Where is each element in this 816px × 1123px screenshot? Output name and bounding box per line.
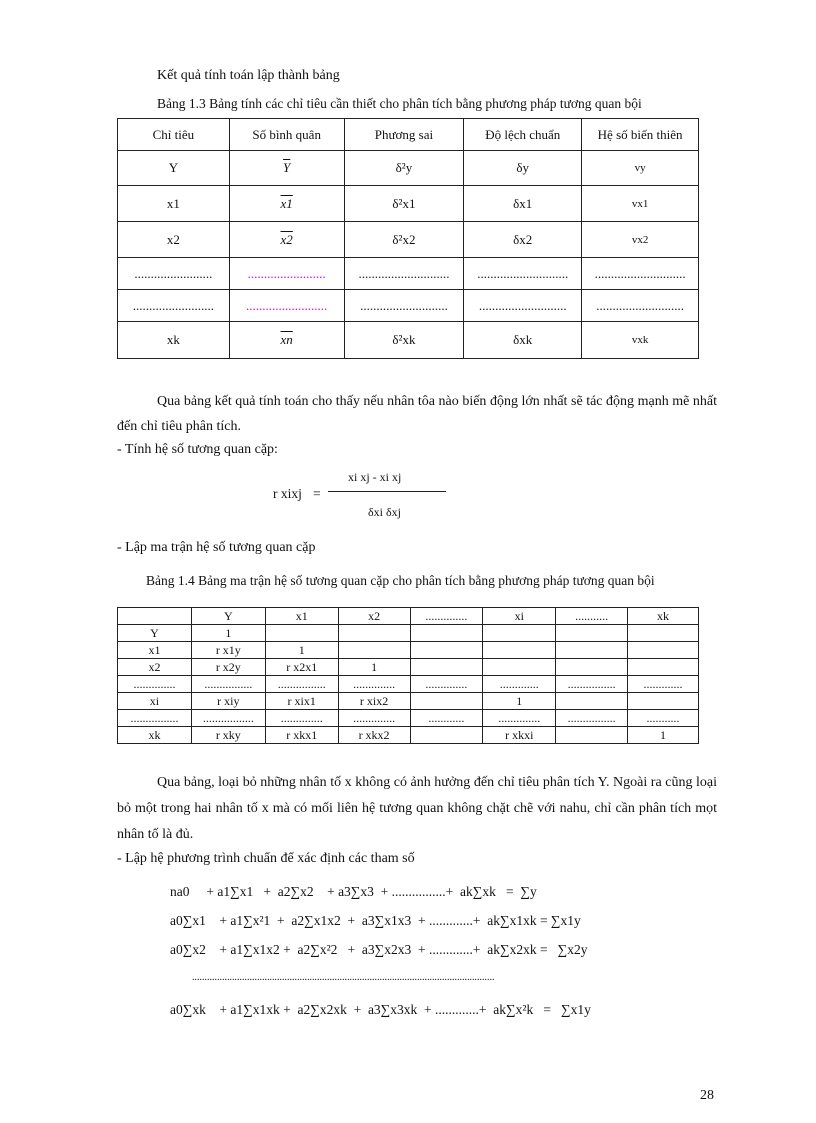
table-cell: ........................ <box>118 258 230 290</box>
table-cell: ........................... <box>464 290 582 322</box>
table-cell: .............. <box>118 676 192 693</box>
correlation-matrix-table <box>117 607 699 744</box>
table-cell: ................ <box>556 676 628 693</box>
indicator-table <box>117 118 699 359</box>
formula-numerator: xi xj - xi xj <box>348 470 402 484</box>
table-cell: xk <box>118 727 192 744</box>
table2-header-cell: x1 <box>265 608 338 625</box>
equation-line: a0∑x1 + a1∑x²1 + a2∑x1x2 + a3∑x1x3 + .............+ ak∑x1xk = ∑x1y <box>170 913 581 928</box>
table2-header-row <box>118 608 699 625</box>
table-row <box>118 693 699 710</box>
table-cell: ................ <box>265 676 338 693</box>
bullet-matrix: - Lập ma trận hệ số tương quan cặp <box>117 540 316 555</box>
table1-header-cell: Chỉ tiêu <box>118 119 230 151</box>
table-cell: δx2 <box>464 222 582 258</box>
table-cell <box>410 727 483 744</box>
paragraph-1: Qua bảng kết quả tính toán cho thấy nếu nhân tôa nào biến động lớn nhất sẽ tác động mạnh mẽ nhất đến chỉ tiêu phân tích. <box>117 394 717 434</box>
table-cell: r xix1 <box>265 693 338 710</box>
table-cell: ............................ <box>344 258 464 290</box>
table-cell: xk <box>118 322 230 359</box>
table-cell: r xkxi <box>483 727 556 744</box>
table2-caption: Bảng 1.4 Bảng ma trận hệ số tương quan cặp cho phân tích bằng phương pháp tương quan bội <box>146 573 655 588</box>
table-cell: 1 <box>265 642 338 659</box>
table-cell <box>628 659 699 676</box>
table-cell: r x2y <box>191 659 265 676</box>
table-cell: δ²y <box>344 151 464 186</box>
table-cell: vx2 <box>582 222 699 258</box>
table-cell: x1 <box>118 186 230 222</box>
table-cell: ......................... <box>229 290 344 322</box>
table-row <box>118 322 699 359</box>
equation-line: a0∑xk + a1∑x1xk + a2∑x2xk + a3∑x3xk + .............+ ak∑x²k = ∑x1y <box>170 1002 591 1017</box>
page-number: 28 <box>700 1088 714 1103</box>
correlation-formula <box>273 465 473 525</box>
table-cell: vy <box>582 151 699 186</box>
table1-header-cell: Độ lệch chuẩn <box>464 119 582 151</box>
table2-header-cell <box>118 608 192 625</box>
table-cell: .............. <box>483 710 556 727</box>
table-cell: ................ <box>191 676 265 693</box>
table2-header-cell: ........... <box>556 608 628 625</box>
equation-line: na0 + a1∑x1 + a2∑x2 + a3∑x3 + ................+ ak∑xk = ∑y <box>170 884 537 899</box>
table-cell <box>483 659 556 676</box>
formula-denominator: δxi δxj <box>368 505 401 519</box>
table-cell <box>338 625 410 642</box>
table-cell: r xix2 <box>338 693 410 710</box>
table1-header-cell: Phương sai <box>344 119 464 151</box>
formula-equals: = <box>313 486 321 501</box>
table-cell: r xiy <box>191 693 265 710</box>
table-cell: .............. <box>410 676 483 693</box>
table-cell <box>556 727 628 744</box>
table-cell <box>556 642 628 659</box>
table-row <box>118 642 699 659</box>
table-cell: x2 <box>229 222 344 258</box>
table-cell: x2 <box>118 222 230 258</box>
table-row <box>118 151 699 186</box>
table-cell: ............. <box>628 676 699 693</box>
table-row <box>118 186 699 222</box>
table-cell: δ²x1 <box>344 186 464 222</box>
table-cell: ................. <box>191 710 265 727</box>
table-cell: δ²xk <box>344 322 464 359</box>
table-cell <box>483 642 556 659</box>
table-cell <box>556 625 628 642</box>
table-cell: δ²x2 <box>344 222 464 258</box>
table-cell: .............. <box>265 710 338 727</box>
table-cell: ................ <box>556 710 628 727</box>
table-row <box>118 727 699 744</box>
table-cell: ............. <box>483 676 556 693</box>
table1-caption: Bảng 1.3 Bảng tính các chỉ tiêu cần thiết cho phân tích bằng phương pháp tương quan bội <box>157 96 642 111</box>
table-cell: r x1y <box>191 642 265 659</box>
table-cell: δx1 <box>464 186 582 222</box>
table-cell: δy <box>464 151 582 186</box>
bullet-equations: - Lập hệ phương trình chuẩn để xác định các tham số <box>117 851 415 866</box>
table-row <box>118 222 699 258</box>
table-cell: r xkx2 <box>338 727 410 744</box>
table-cell: ................ <box>118 710 192 727</box>
table-cell: xi <box>118 693 192 710</box>
table-cell: x1 <box>229 186 344 222</box>
table-cell <box>410 642 483 659</box>
table2-header-cell: Y <box>191 608 265 625</box>
table-cell: vxk <box>582 322 699 359</box>
table-cell <box>628 625 699 642</box>
table-cell <box>410 659 483 676</box>
table-cell: .............. <box>338 710 410 727</box>
table-cell: ........................... <box>582 290 699 322</box>
table-cell: x2 <box>118 659 192 676</box>
table1-header-cell: Hệ số biến thiên <box>582 119 699 151</box>
table-cell: ......................... <box>118 290 230 322</box>
table-cell: r x2x1 <box>265 659 338 676</box>
table2-header-cell: xi <box>483 608 556 625</box>
table-cell: 1 <box>628 727 699 744</box>
table-cell <box>338 642 410 659</box>
table-row <box>118 258 699 290</box>
table-cell: r xkx1 <box>265 727 338 744</box>
table-cell: x1 <box>118 642 192 659</box>
table-cell: vx1 <box>582 186 699 222</box>
table-cell: .............. <box>338 676 410 693</box>
table2-header-cell: xk <box>628 608 699 625</box>
equation-line: a0∑x2 + a1∑x1x2 + a2∑x²2 + a3∑x2x3 + .............+ ak∑x2xk = ∑x2y <box>170 942 588 957</box>
table-cell: ........................ <box>229 258 344 290</box>
table-cell: ............ <box>410 710 483 727</box>
table2-header-cell: x2 <box>338 608 410 625</box>
table-cell: 1 <box>338 659 410 676</box>
table-cell: δxk <box>464 322 582 359</box>
table-cell: r xky <box>191 727 265 744</box>
table-cell <box>628 642 699 659</box>
table-cell: ........................... <box>344 290 464 322</box>
table-cell <box>265 625 338 642</box>
table-cell <box>483 625 556 642</box>
bullet-correlation: - Tính hệ số tương quan cặp: <box>117 442 278 457</box>
table1-header-row <box>118 119 699 151</box>
formula-lhs: r xixj <box>273 486 302 501</box>
table-cell: $\overline{xn}$ <box>229 322 344 359</box>
fraction-bar <box>328 491 446 492</box>
table-cell <box>556 659 628 676</box>
table2-header-cell: .............. <box>410 608 483 625</box>
table-row <box>118 290 699 322</box>
table-row <box>118 710 699 727</box>
table-cell: ............................ <box>464 258 582 290</box>
table-cell <box>628 693 699 710</box>
table-cell <box>556 693 628 710</box>
table-row <box>118 625 699 642</box>
intro-text: Kết quả tính toán lập thành bảng <box>157 68 340 83</box>
table-cell: Y <box>118 625 192 642</box>
table1-header-cell: Số bình quân <box>229 119 344 151</box>
table-cell: 1 <box>191 625 265 642</box>
table-cell <box>410 693 483 710</box>
table-cell: Y <box>118 151 230 186</box>
table-row <box>118 676 699 693</box>
table-cell: ........... <box>628 710 699 727</box>
table-cell <box>410 625 483 642</box>
table-row <box>118 659 699 676</box>
equation-dots: ......................................................................................................................... <box>192 972 495 983</box>
paragraph-2: Qua bảng, loại bỏ những nhân tố x không có ảnh hưởng đến chỉ tiêu phân tích Y. Ngoài ra cũng loại bỏ một trong hai nhân tố x mà có mối liên hệ tương quan không chặt chẽ với nahu, chỉ cần phân tích mọt nhân tố là đủ. <box>117 775 717 842</box>
table-cell: $\overline{Y}$ <box>229 151 344 186</box>
table-cell: 1 <box>483 693 556 710</box>
table-cell: ............................ <box>582 258 699 290</box>
